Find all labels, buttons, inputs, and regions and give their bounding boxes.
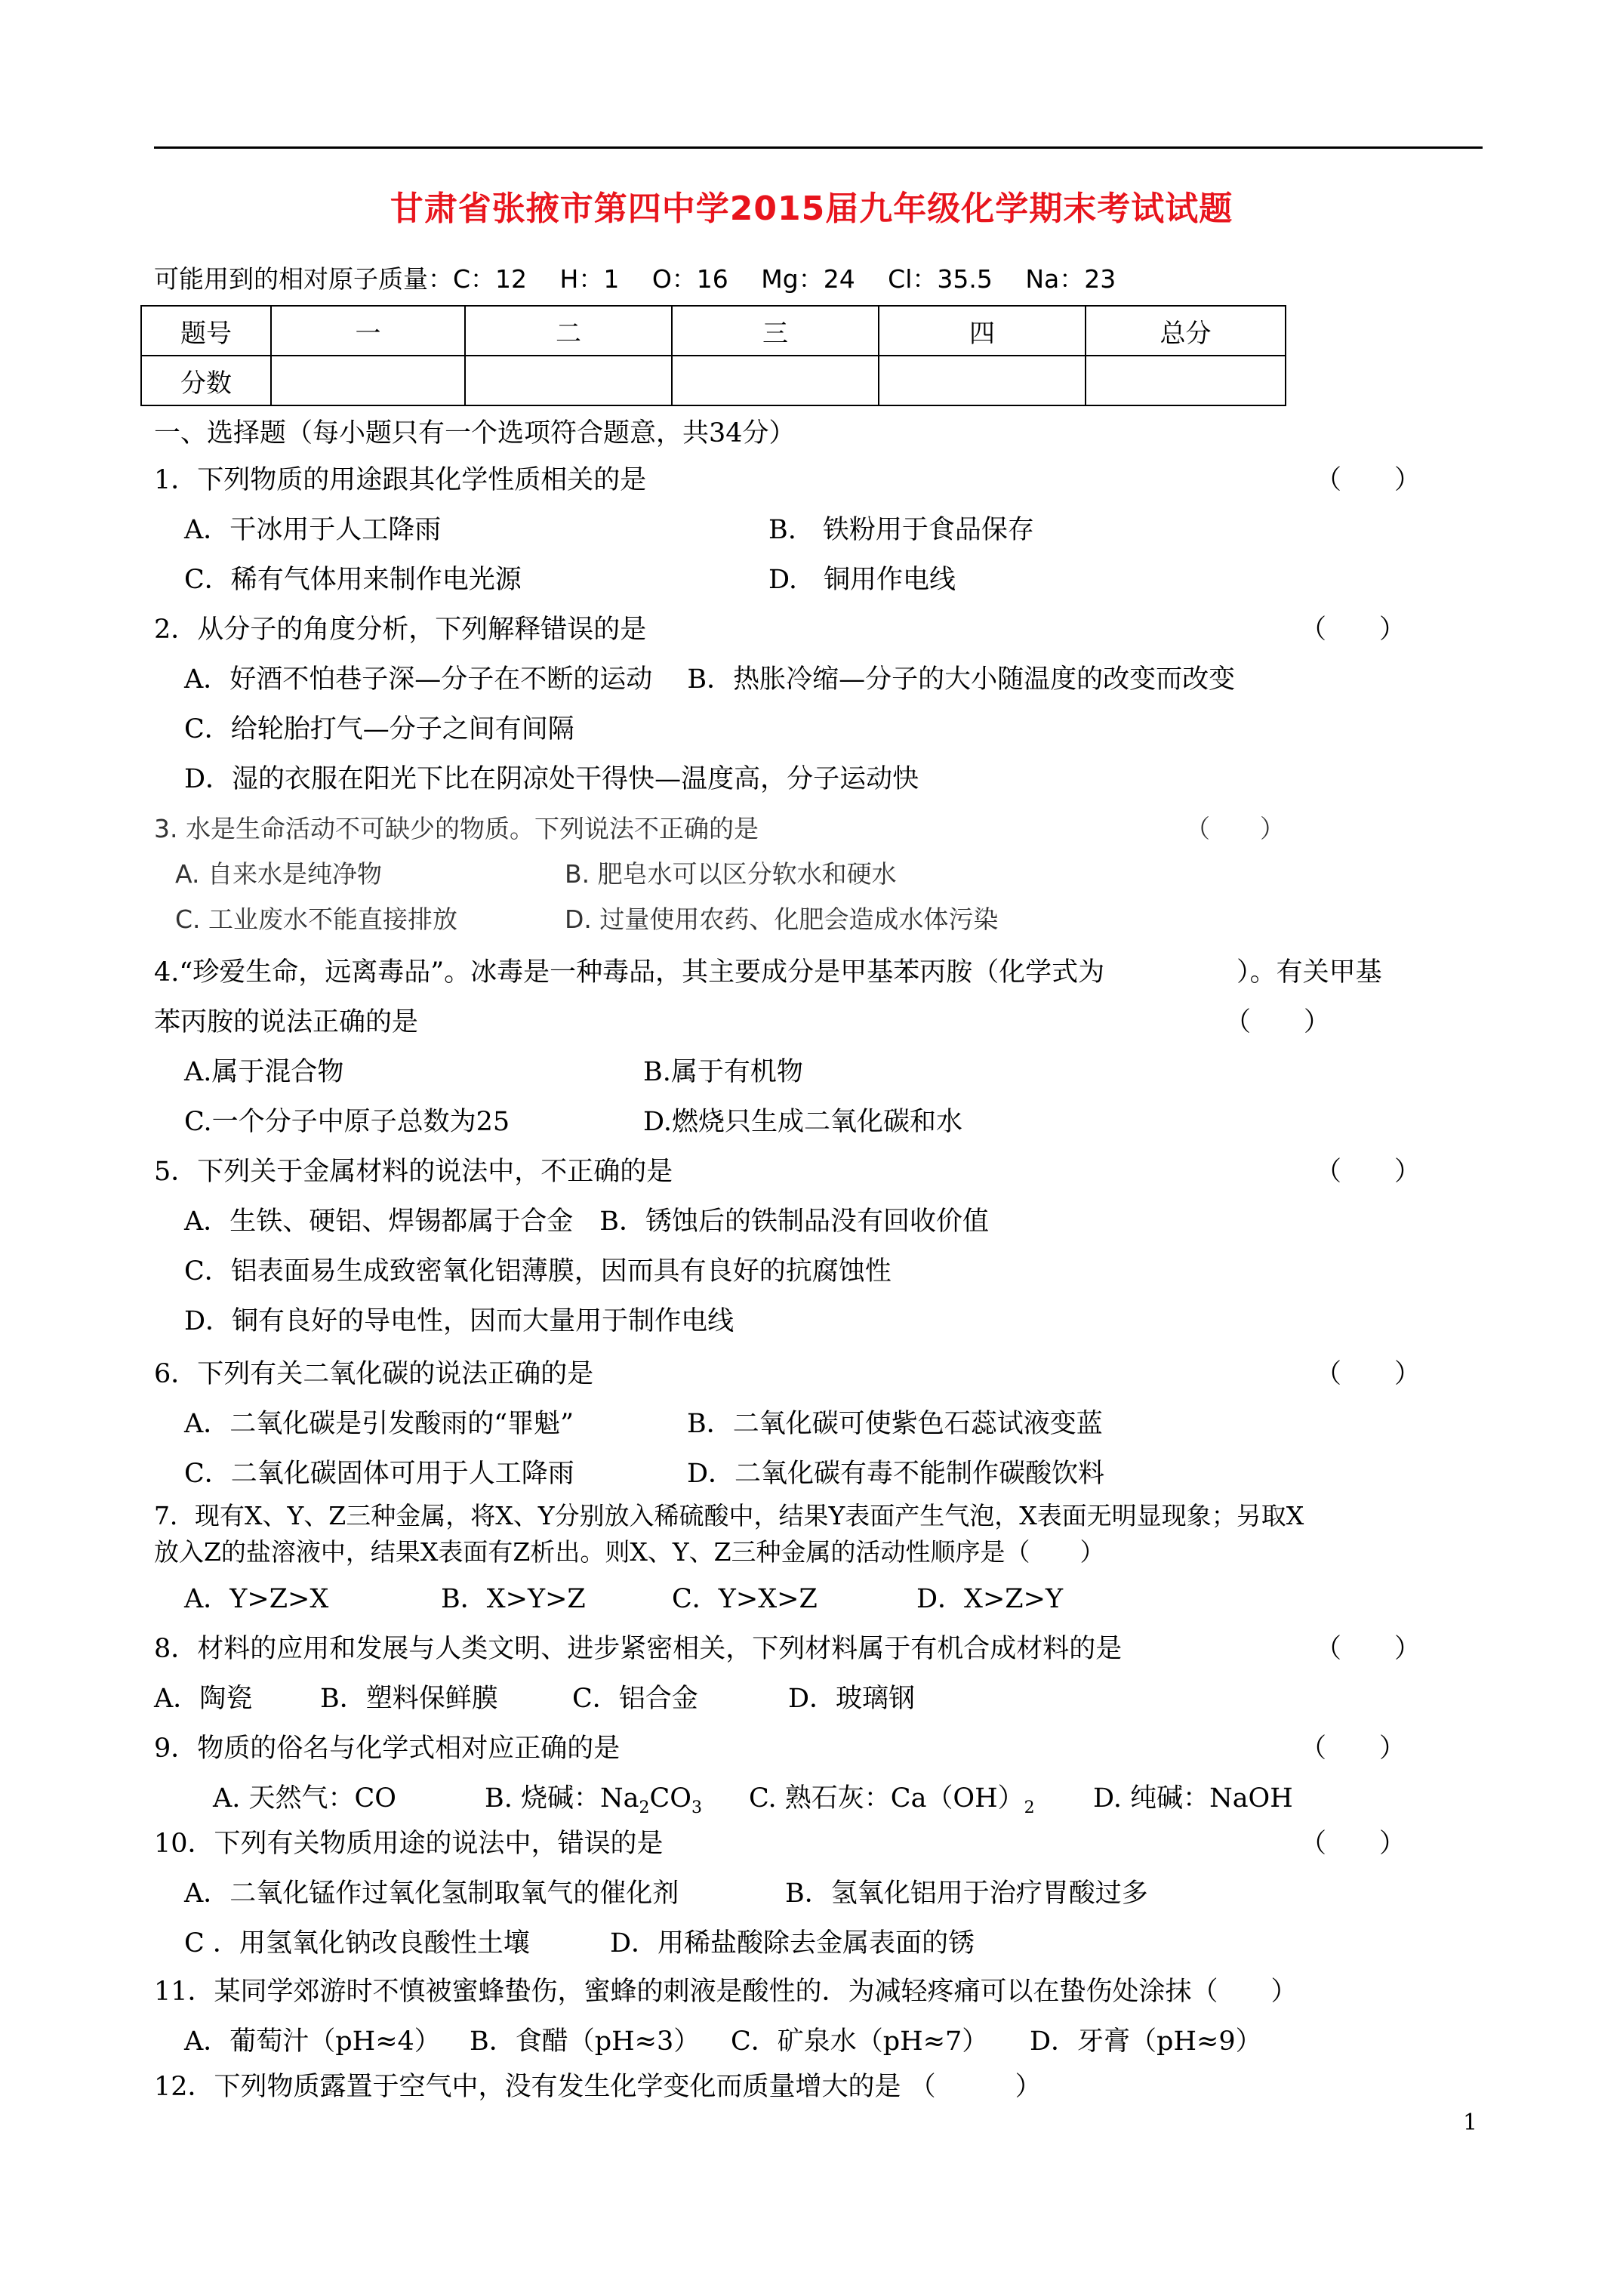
option-c: C．二氧化碳固体可用于人工降雨 [184,1459,574,1489]
page-number: 1 [1463,2110,1478,2136]
option-b: B．氢氧化铝用于治疗胃酸过多 [785,1878,1148,1909]
question-2-stem: 2．从分子的角度分析，下列解释错误的是 [154,615,647,645]
option-c: C．铝合金 [572,1684,698,1714]
option-d: D．铜有良好的导电性，因而大量用于制作电线 [184,1306,735,1336]
option-a: A．Y>Z>X [184,1584,329,1614]
table-cell: 四 [879,306,1086,356]
option-b: B．X>Y>Z [441,1584,586,1614]
question-12-stem: 12．下列物质露置于空气中，没有发生化学变化而质量增大的是 （ ） [154,2072,1042,2102]
option-d: D．用稀盐酸除去金属表面的锈 [610,1928,975,1959]
option-d: D.燃烧只生成二氧化碳和水 [643,1107,962,1137]
option-d: D. 纯碱：NaOH [1093,1783,1293,1814]
question-7-stem: 7．现有X、Y、Z三种金属，将X、Y分别放入稀硫酸中，结果Y表面产生气泡，X表面无明显现象；另取X [154,1501,1304,1530]
option-c: C．矿泉水（pH≈7） [731,2026,989,2057]
option-c: C．Y>X>Z [672,1584,818,1614]
question-4-stem-continued: 苯丙胺的说法正确的是 [154,1007,419,1037]
score-table [140,305,1286,406]
option-a: A．陶瓷 [154,1684,253,1714]
question-5-stem: 5．下列关于金属材料的说法中，不正确的是 [154,1157,673,1187]
score-entry-cell [672,356,879,405]
option-c: C．稀有气体用来制作电光源 [184,565,522,595]
subscript: 2 [1024,1798,1035,1817]
score-table-score-row [141,356,1286,405]
question-1-stem: 1．下列物质的用途跟其化学性质相关的是 [154,465,647,495]
table-cell: 总分 [1086,306,1286,356]
option-c: C．给轮胎打气—分子之间有间隔 [184,714,574,744]
exam-title: 甘肃省张掖市第四中学2015届九年级化学期末考试试题 [390,190,1233,228]
question-3-stem: 3. 水是生命活动不可缺少的物质。下列说法不正确的是 [154,814,759,843]
answer-bracket: （ ） [1224,1007,1331,1037]
atomic-masses: 可能用到的相对原子质量：C：12 H：1 O：16 Mg：24 Cl：35.5 Na：23 [154,264,1116,294]
option-c-text: C. 熟石灰：Ca（OH） [749,1783,1024,1814]
table-cell: 三 [672,306,879,356]
subscript: 3 [691,1798,702,1817]
option-d: D．牙膏（pH≈9） [1030,2026,1262,2057]
table-cell: 二 [465,306,672,356]
option-c: C．铝表面易生成致密氧化铝薄膜，因而具有良好的抗腐蚀性 [184,1256,892,1287]
answer-bracket: （ ） [1315,1634,1421,1664]
question-4-stem: 4.“珍爱生命，远离毒品”。冰毒是一种毒品，其主要成分是甲基苯丙胺（化学式为 ）。有关甲基 [154,957,1382,988]
answer-bracket: （ ） [1185,814,1285,843]
header-rule [154,146,1483,149]
question-9-stem: 9．物质的俗名与化学式相对应正确的是 [154,1734,621,1764]
question-10-stem: 10．下列有关物质用途的说法中，错误的是 [154,1829,664,1859]
option-b [485,1782,702,1825]
option-c: C ．用氢氧化钠改良酸性土壤 [184,1928,530,1959]
option-a: A．二氧化碳是引发酸雨的“罪魁” [184,1409,574,1439]
score-entry-cell [1086,356,1286,405]
table-cell: 分数 [141,356,271,405]
table-cell: 一 [271,306,465,356]
score-entry-cell [879,356,1086,405]
option-c [749,1782,1035,1825]
option-a: A．葡萄汁（pH≈4） [184,2026,441,2057]
option-d: D．X>Z>Y [916,1584,1064,1614]
answer-bracket: （ ） [1300,1734,1406,1764]
option-b-text: B. 烧碱：Na [485,1783,639,1814]
section-heading: 一、选择题（每小题只有一个选项符合题意，共34分） [154,418,796,448]
option-a: A.属于混合物 [184,1057,344,1087]
score-entry-cell [465,356,672,405]
option-b: B. 肥皂水可以区分软水和硬水 [565,859,897,889]
option-d: D. 铜用作电线 [768,565,956,595]
option-d: D. 过量使用农药、化肥会造成水体污染 [565,905,999,934]
answer-bracket: （ ） [1300,1829,1406,1859]
option-d: D．湿的衣服在阳光下比在阴凉处干得快—温度高，分子运动快 [184,764,919,794]
answer-bracket: （ ） [1315,1359,1421,1389]
option-a: A. 自来水是纯净物 [175,859,382,889]
answer-bracket: （ ） [1300,615,1406,645]
option-ab: A．生铁、硬铝、焊锡都属于合金 B．锈蚀后的铁制品没有回收价值 [184,1207,989,1237]
option-b: B．二氧化碳可使紫色石蕊试液变蓝 [687,1409,1103,1439]
question-6-stem: 6．下列有关二氧化碳的说法正确的是 [154,1359,594,1389]
option-d: D．玻璃钢 [788,1684,916,1714]
option-a: A．干冰用于人工降雨 [184,515,442,545]
option-a: A．二氧化锰作过氧化氢制取氧气的催化剂 [184,1878,679,1909]
option-b: B．塑料保鲜膜 [320,1684,498,1714]
answer-bracket: （ ） [1315,1157,1421,1187]
table-cell: 题号 [141,306,271,356]
option-ab: A．好酒不怕巷子深—分子在不断的运动 B．热胀冷缩—分子的大小随温度的改变而改变 [184,664,1236,695]
option-c: C. 工业废水不能直接排放 [175,905,458,934]
option-d: D．二氧化碳有毒不能制作碳酸饮料 [687,1459,1105,1489]
option-b-text: CO [649,1783,691,1814]
option-b: B. 铁粉用于食品保存 [768,515,1034,545]
question-11-stem: 11．某同学郊游时不慎被蜜蜂蛰伤，蜜蜂的刺液是酸性的．为减轻疼痛可以在蛰伤处涂抹（ ） [154,1977,1298,2007]
question-7-stem-continued: 放入Z的盐溶液中，结果X表面有Z析出。则X、Y、Z三种金属的活动性顺序是（ ） [154,1537,1105,1567]
option-b: B．食醋（pH≈3） [470,2026,701,2057]
option-b: B.属于有机物 [643,1057,803,1087]
answer-bracket: （ ） [1315,465,1421,495]
score-entry-cell [271,356,465,405]
option-a: A. 天然气：CO [213,1783,397,1814]
option-c: C.一个分子中原子总数为25 [184,1107,510,1137]
score-table-header-row [141,306,1286,356]
question-8-stem: 8．材料的应用和发展与人类文明、进步紧密相关，下列材料属于有机合成材料的是 [154,1634,1123,1664]
subscript: 2 [639,1798,650,1817]
